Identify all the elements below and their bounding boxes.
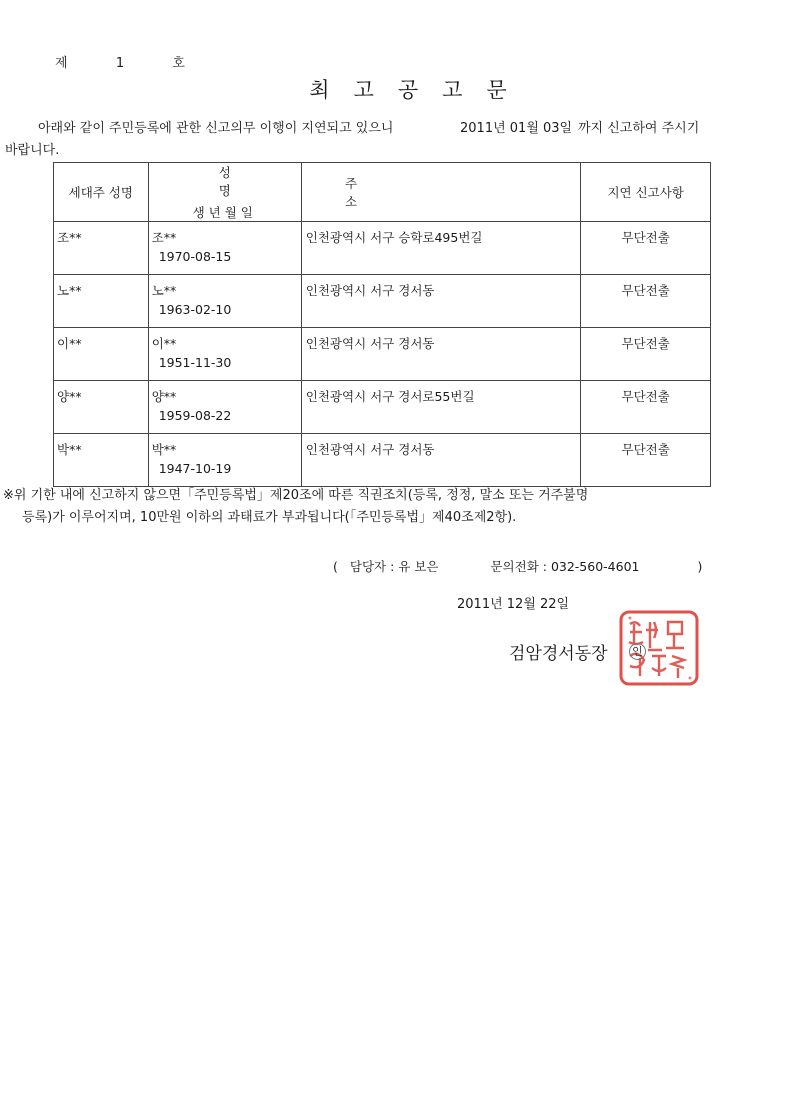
cell-status: 무단전출: [581, 434, 711, 487]
header-name: 성명: [218, 165, 301, 198]
table-row: [54, 328, 711, 381]
cell-name-dob: 박** 1947-10-19: [148, 434, 301, 487]
cell-householder: 조**: [54, 222, 149, 275]
table-row: [54, 222, 711, 275]
cell-address: 인천광역시 서구 경서로55번길: [301, 381, 581, 434]
header-address: 주소: [301, 163, 581, 222]
cell-address: 인천광역시 서구 경서동: [301, 275, 581, 328]
table-row: [54, 275, 711, 328]
contact-info: [333, 557, 702, 575]
page-title: 최고공고문: [309, 78, 531, 102]
cell-address: 인천광역시 서구 경서동: [301, 328, 581, 381]
header-dob: 생년월일: [192, 205, 257, 220]
signer-title: 검암경서동장: [509, 644, 608, 664]
cell-status: 무단전출: [581, 222, 711, 275]
intro-deadline: 2011년 01월 03일: [460, 121, 573, 136]
notice-line-2: 등록)가 이루어지며, 10만원 이하의 과태료가 부과됩니다(「주민등록법」제40조제2항).: [22, 510, 517, 525]
table-row: [54, 434, 711, 487]
cell-householder: 노**: [54, 275, 149, 328]
contact-person: 담당자 : 유 보은: [349, 559, 439, 574]
intro-line-1: 아래와 같이 주민등록에 관한 신고의무 이행이 지연되고 있으니: [38, 121, 394, 136]
cell-name-dob: 양** 1959-08-22: [148, 381, 301, 434]
notice-line-1: ※위 기한 내에 신고하지 않으면「주민등록법」제20조에 따른 직권조치(등록, 정정, 말소 또는 거주불명: [3, 488, 589, 503]
cell-status: 무단전출: [581, 381, 711, 434]
contact-close-paren: ): [697, 559, 703, 574]
doc-number-value: 1: [115, 56, 127, 71]
contact-phone: 문의전화 : 032-560-4601: [490, 559, 640, 574]
cell-name-dob: 노** 1963-02-10: [148, 275, 301, 328]
delinquency-table: [53, 162, 711, 487]
document-number: [55, 52, 187, 71]
table-row: [54, 381, 711, 434]
cell-householder: 박**: [54, 434, 149, 487]
cell-householder: 양**: [54, 381, 149, 434]
doc-number-suffix: 호: [172, 56, 187, 71]
cell-address: 인천광역시 서구 경서동: [301, 434, 581, 487]
table-header-row: [54, 163, 711, 222]
cell-name-dob: 이** 1951-11-30: [148, 328, 301, 381]
header-status: 지연 신고사항: [581, 163, 711, 222]
doc-number-prefix: 제: [55, 56, 70, 71]
contact-open-paren: (: [333, 559, 338, 574]
cell-status: 무단전출: [581, 275, 711, 328]
issue-date: 2011년 12월 22일: [457, 597, 570, 612]
seal-mark: 인: [629, 643, 646, 660]
header-name-dob: [148, 163, 301, 222]
header-householder: 세대주 성명: [54, 163, 149, 222]
cell-status: 무단전출: [581, 328, 711, 381]
intro-line-2: 바랍니다.: [5, 143, 60, 158]
intro-line-1-rest: 까지 신고하여 주시기: [578, 121, 700, 136]
cell-householder: 이**: [54, 328, 149, 381]
cell-address: 인천광역시 서구 승학로495번길: [301, 222, 581, 275]
cell-name-dob: 조** 1970-08-15: [148, 222, 301, 275]
